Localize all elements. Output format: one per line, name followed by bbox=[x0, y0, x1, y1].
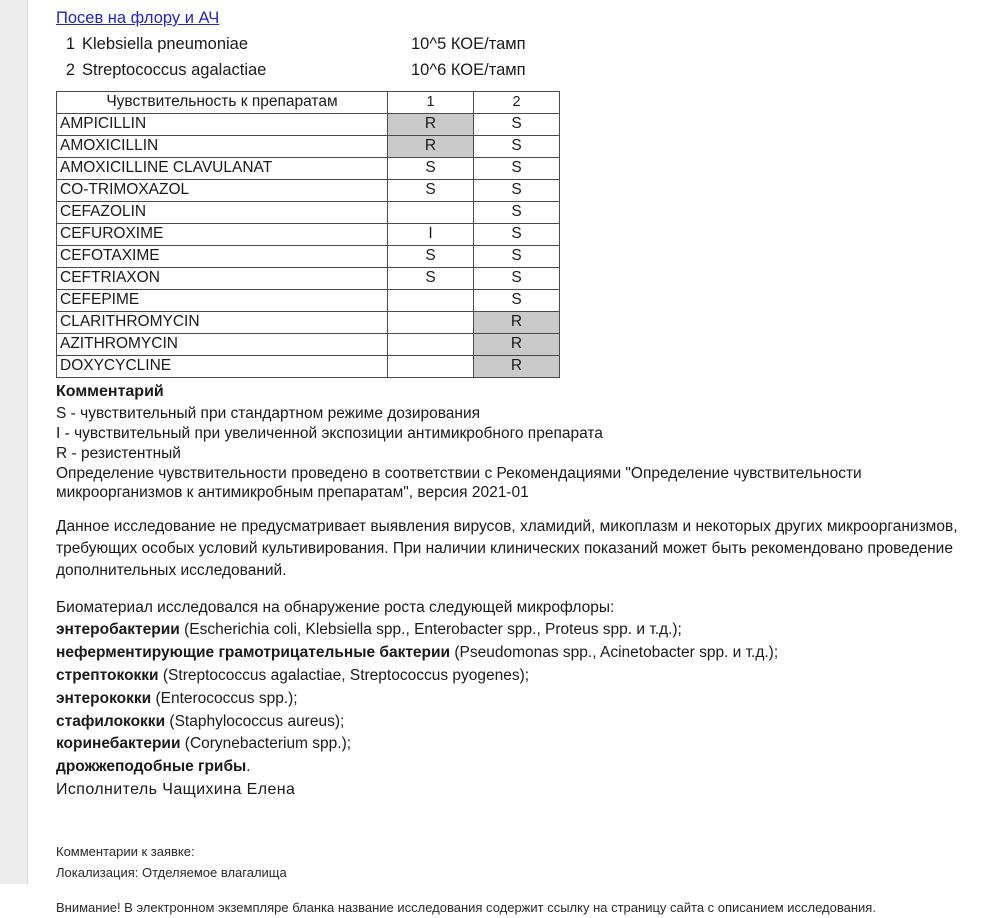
result-cell-org-2: S bbox=[474, 157, 560, 179]
flora-group-examples: (Escherichia coli, Klebsiella spp., Enterobacter spp., Proteus spp. и т.д.); bbox=[179, 621, 682, 639]
flora-group-examples: . bbox=[246, 758, 251, 776]
organism-count: 10^6 КОЕ/тамп bbox=[411, 60, 526, 79]
legend-line-r: R - резистентный bbox=[56, 445, 181, 463]
result-cell-org-1: I bbox=[388, 223, 474, 245]
result-cell-org-2: S bbox=[474, 245, 560, 267]
table-row bbox=[57, 311, 560, 333]
drug-name: AZITHROMYCIN bbox=[57, 333, 388, 355]
report-footer bbox=[56, 841, 1000, 918]
legend-line-i: I - чувствительный при увеличенной экспозиции антимикробного препарата bbox=[56, 425, 603, 443]
drug-name: CEFOTAXIME bbox=[57, 245, 388, 267]
result-cell-org-1: R bbox=[388, 113, 474, 135]
drug-name: CEFUROXIME bbox=[57, 223, 388, 245]
flora-group-label: неферментирующие грамотрицательные бактерии bbox=[56, 644, 451, 662]
table-row bbox=[57, 201, 560, 223]
scope-note: Данное исследование не предусматривает выявления вирусов, хламидий, микоплазм и некоторых других микроорганизмов, требующих особых условий культивирования. При наличии клинических показаний может быть рекомендовано проведение дополнительных исследований. bbox=[56, 518, 958, 580]
organism-number: 2 bbox=[65, 60, 75, 79]
result-cell-org-1 bbox=[388, 311, 474, 333]
list-item bbox=[56, 711, 1000, 734]
comment-heading: Комментарий bbox=[56, 382, 164, 400]
legend-line-s: S - чувствительный при стандартном режиме дозирования bbox=[56, 404, 481, 422]
result-cell-org-2: S bbox=[474, 267, 560, 289]
flora-group-examples: (Staphylococcus aureus); bbox=[165, 712, 345, 730]
organism-number: 1 bbox=[65, 34, 75, 53]
result-cell-org-1: S bbox=[388, 245, 474, 267]
list-item bbox=[56, 642, 1000, 665]
flora-group-examples: (Pseudomonas spp., Acinetobacter spp. и т.д.); bbox=[450, 644, 779, 662]
drug-name: AMPICILLIN bbox=[57, 113, 388, 135]
drug-name: AMOXICILLIN bbox=[57, 135, 388, 157]
organism-name: Streptococcus agalactiae bbox=[82, 60, 267, 79]
result-cell-org-2: R bbox=[474, 355, 560, 377]
result-cell-org-2: S bbox=[474, 223, 560, 245]
flora-group-examples: (Enterococcus spp.); bbox=[151, 689, 298, 707]
order-comments-label: Комментарии к заявке: bbox=[56, 843, 195, 859]
flora-group-examples: (Streptococcus agalactiae, Streptococcus pyogenes); bbox=[158, 666, 530, 684]
flora-group-label: стафилококки bbox=[56, 712, 166, 730]
flora-group-label: энтерококки bbox=[56, 689, 152, 707]
table-row bbox=[57, 355, 560, 377]
column-header-org-1: 1 bbox=[388, 91, 474, 113]
list-item bbox=[56, 61, 1000, 87]
result-cell-org-2: S bbox=[474, 289, 560, 311]
list-item bbox=[56, 688, 1000, 711]
table-row bbox=[57, 179, 560, 201]
result-cell-org-2: S bbox=[474, 201, 560, 223]
report-content bbox=[28, 0, 1000, 918]
table-header-row bbox=[57, 91, 560, 113]
flora-group-label: энтеробактерии bbox=[56, 621, 180, 639]
result-cell-org-1: R bbox=[388, 135, 474, 157]
drug-name: CEFTRIAXON bbox=[57, 267, 388, 289]
list-item bbox=[56, 619, 1000, 642]
result-cell-org-1 bbox=[388, 355, 474, 377]
table-row bbox=[57, 113, 560, 135]
sensitivity-table bbox=[56, 91, 560, 378]
method-note: Определение чувствительности проведено в соответствии с Рекомендациями "Определение чувствительности микроорганизмов к антимикробным препаратам", версия 2021-01 bbox=[56, 465, 862, 502]
column-header-drug: Чувствительность к препаратам bbox=[57, 91, 388, 113]
table-row bbox=[57, 223, 560, 245]
page-left-gutter bbox=[0, 0, 28, 884]
result-cell-org-2: S bbox=[474, 135, 560, 157]
electronic-copy-notice: Внимание! В электронном экземпляре бланка название исследования содержит ссылку на страницу сайта с описанием исследования. bbox=[56, 899, 876, 915]
list-item bbox=[56, 665, 1000, 688]
table-row bbox=[57, 245, 560, 267]
report-page bbox=[28, 0, 1000, 915]
organism-name: Klebsiella pneumoniae bbox=[82, 34, 249, 53]
column-header-org-2: 2 bbox=[474, 91, 560, 113]
flora-group-label: коринебактерии bbox=[56, 735, 181, 753]
table-row bbox=[57, 267, 560, 289]
result-cell-org-2: S bbox=[474, 179, 560, 201]
table-row bbox=[57, 289, 560, 311]
result-cell-org-1: S bbox=[388, 179, 474, 201]
result-cell-org-2: R bbox=[474, 311, 560, 333]
list-item bbox=[56, 733, 1000, 756]
localization-line: Локализация: Отделяемое влагалища bbox=[56, 864, 287, 880]
table-row bbox=[57, 333, 560, 355]
result-cell-org-1: S bbox=[388, 157, 474, 179]
drug-name: AMOXICILLINE CLAVULANAT bbox=[57, 157, 388, 179]
flora-group-label: стрептококки bbox=[56, 666, 159, 684]
result-cell-org-1 bbox=[388, 289, 474, 311]
drug-name: CEFEPIME bbox=[57, 289, 388, 311]
drug-name: CEFAZOLIN bbox=[57, 201, 388, 223]
table-row bbox=[57, 157, 560, 179]
table-row bbox=[57, 135, 560, 157]
result-cell-org-2: R bbox=[474, 333, 560, 355]
organism-list bbox=[56, 35, 1000, 87]
flora-intro: Биоматериал исследовался на обнаружение роста следующей микрофлоры: bbox=[56, 599, 615, 617]
flora-group-examples: (Corynebacterium spp.); bbox=[180, 735, 352, 753]
result-cell-org-2: S bbox=[474, 113, 560, 135]
list-item bbox=[56, 35, 1000, 61]
result-cell-org-1: S bbox=[388, 267, 474, 289]
drug-name: CO-TRIMOXAZOL bbox=[57, 179, 388, 201]
result-cell-org-1 bbox=[388, 201, 474, 223]
drug-name: DOXYCYCLINE bbox=[57, 355, 388, 377]
performer-line: Исполнитель Чащихина Елена bbox=[56, 780, 296, 798]
result-cell-org-1 bbox=[388, 333, 474, 355]
organism-count: 10^5 КОЕ/тамп bbox=[411, 34, 526, 53]
drug-name: CLARITHROMYCIN bbox=[57, 311, 388, 333]
flora-group-label: дрожжеподобные грибы bbox=[56, 758, 247, 776]
test-title-link[interactable]: Посев на флору и АЧ bbox=[56, 9, 220, 27]
list-item bbox=[56, 756, 1000, 779]
